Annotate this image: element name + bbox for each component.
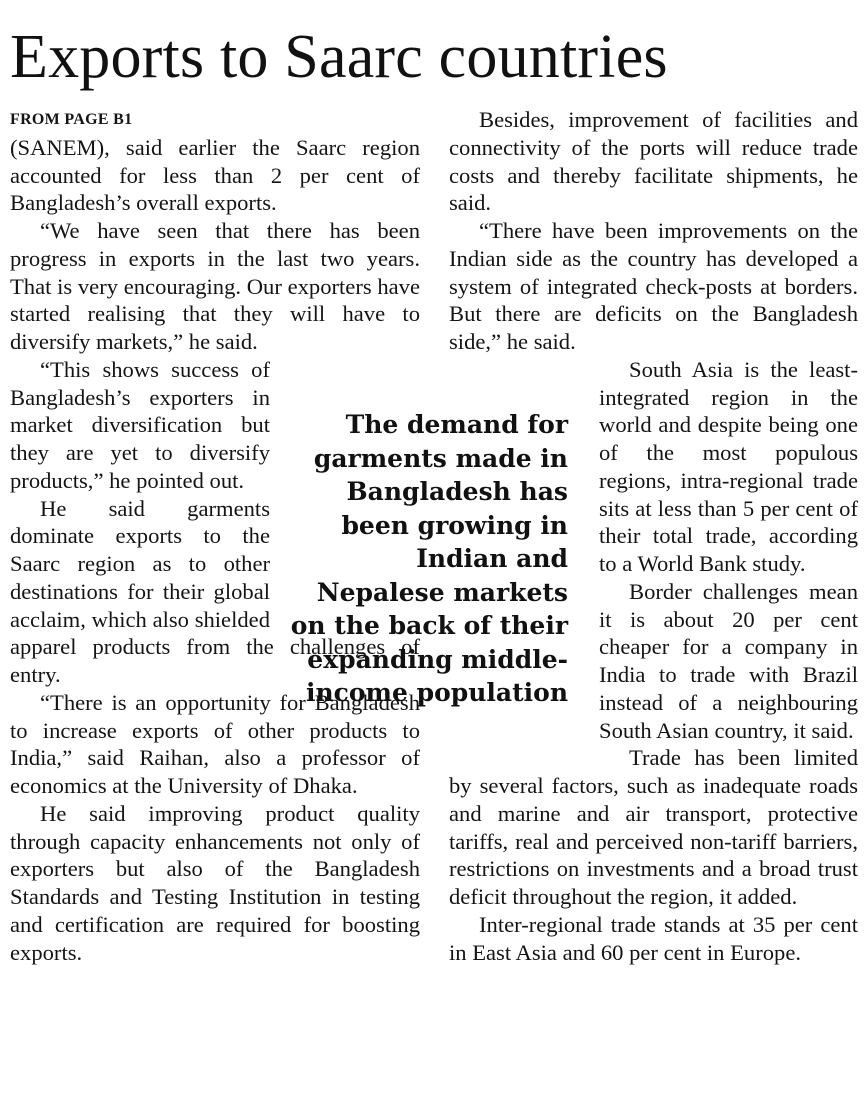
article-paragraph: Border challenges mean it is about 20 per cent cheaper for a company in India to trade with Brazil instead of a neighbouring South Asian country, it said. bbox=[599, 578, 858, 743]
article-paragraph: “There have been improvements on the Indian side as the country has developed a system of integrated check-posts at borders. But there are deficits on the Bangladesh side,” he said. bbox=[449, 218, 858, 354]
article-paragraph: Trade has been limited by several factors, such as inadequate roads and marine and air transport, protective tariffs, real and perceived non-tariff barriers, restrictions on investments and a broad trust deficit throughout the region, it added. bbox=[449, 745, 858, 909]
article-paragraph: Inter-regional trade stands at 35 per cent in East Asia and 60 per cent in Europe. bbox=[449, 911, 858, 965]
headline: Exports to Saarc countries bbox=[10, 23, 668, 91]
pull-quote: The demand for garments made in Bangladesh has been growing in Indian and Nepalese markets on the back of their expanding middle-income population bbox=[290, 410, 568, 707]
article-paragraph: (SANEM), said earlier the Saarc region accounted for less than 2 per cent of Bangladesh’s overall exports. bbox=[10, 134, 420, 216]
article-paragraph: South Asia is the least-integrated region in the world and despite being one of the most populous regions, intra-regional trade sits at less than 5 per cent of their total trade, according to a World Bank study. bbox=[599, 356, 858, 576]
article-paragraph: “There is an opportunity for Bangladesh to increase exports of other products to India,” said Raihan, also a professor of economics at the University of Dhaka. bbox=[10, 689, 420, 798]
article-paragraph: “We have seen that there has been progress in exports in the last two years. That is very encouraging. Our exporters have started realising that they will have to diversify markets,” he said. bbox=[10, 218, 420, 354]
article-paragraph: Besides, improvement of facilities and connectivity of the ports will reduce trade costs and thereby facilitate shipments, he said. bbox=[449, 107, 858, 216]
from-page-reference: FROM PAGE B1 bbox=[10, 111, 133, 128]
article-paragraph: “This shows success of Bangladesh’s exporters in market diversification but they are yet to diversify products,” he pointed out. bbox=[10, 356, 270, 493]
article-paragraph: He said improving product quality through capacity enhancements not only of exporters but also of the Bangladesh Standards and Testing Institution in testing and certification are required for boosting exports. bbox=[10, 800, 420, 965]
article-paragraph: He said garments dominate exports to the Saarc region as to other destinations for their global acclaim, which also shielded apparel products from the challenges of entry. bbox=[10, 495, 420, 687]
